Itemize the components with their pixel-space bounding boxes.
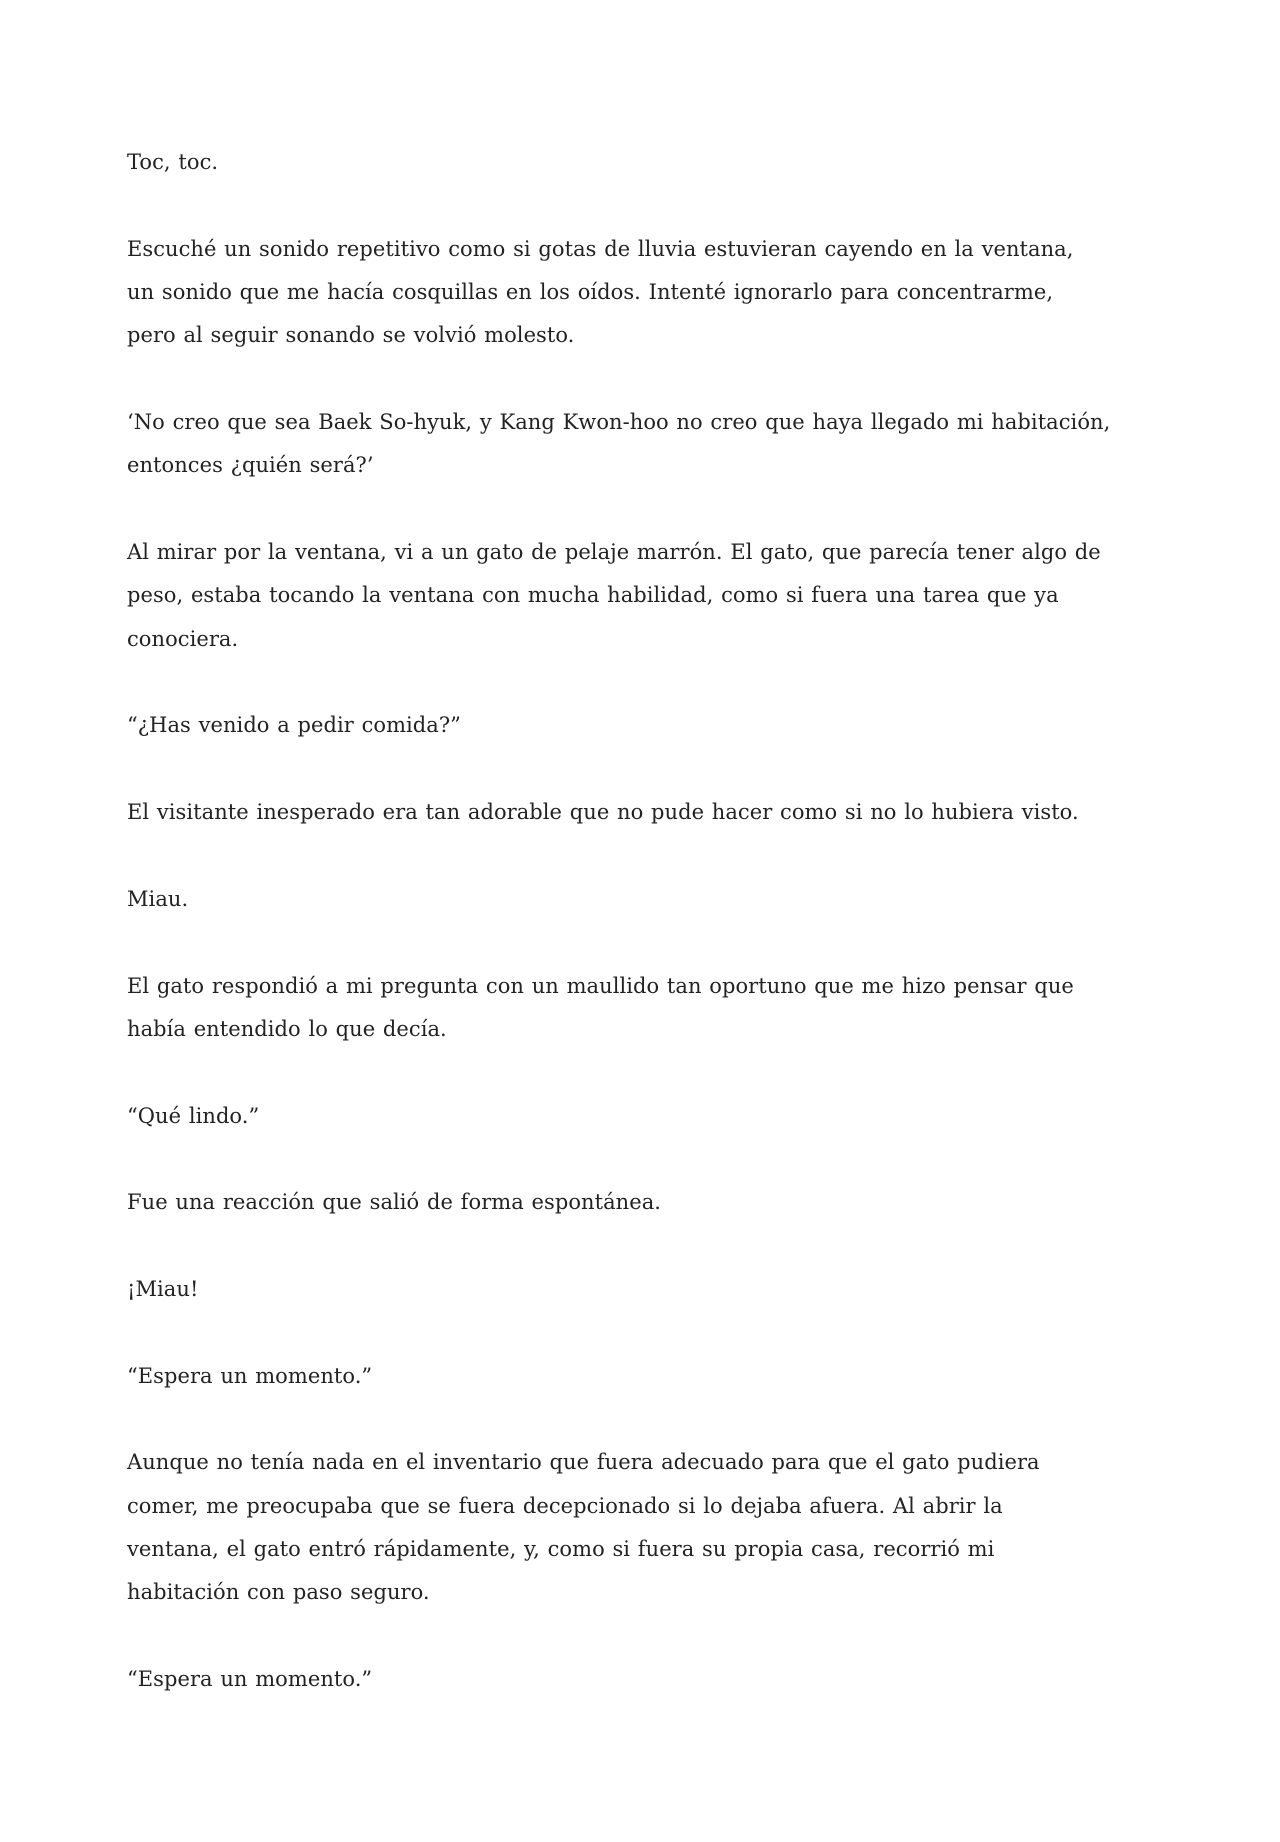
paragraph-inventory (127, 1441, 1187, 1614)
paragraph-cat-response (127, 965, 1187, 1052)
paragraph-dialogue-cute (127, 1095, 1187, 1138)
text-line: Aunque no tenía nada en el inventario que fuera adecuado para que el gato pudiera (127, 1450, 1040, 1475)
paragraph-visitor (127, 791, 1187, 834)
text-line: ventana, el gato entró rápidamente, y, como si fuera su propia casa, recorrió mi (127, 1537, 995, 1561)
text-line: comer, me preocupaba que se fuera decepcionado si lo dejaba afuera. Al abrir la (127, 1493, 1003, 1518)
text-line: un sonido que me hacía cosquillas en los oídos. Intenté ignorarlo para concentrarme, (127, 280, 1054, 305)
text-line: ¡Miau! (127, 1276, 199, 1301)
text-line: Miau. (127, 886, 189, 911)
text-line: peso, estaba tocando la ventana con mucha habilidad, como si fuera una tarea que ya (127, 583, 1059, 608)
paragraph-knock (127, 141, 1187, 184)
paragraph-dialogue-wait-1 (127, 1355, 1187, 1398)
text-line: Al mirar por la ventana, vi a un gato de pelaje marrón. El gato, que parecía tener algo de (127, 540, 1101, 565)
text-line: “¿Has venido a pedir comida?” (127, 713, 461, 738)
document-body (127, 141, 1187, 1745)
text-line: Escuché un sonido repetitivo como si gotas de lluvia estuvieran cayendo en la ventana, (127, 236, 1074, 261)
text-line: El visitante inesperado era tan adorable que no pude hacer como si no lo hubiera visto. (127, 800, 1079, 825)
text-line: entonces ¿quién será?’ (127, 453, 374, 478)
text-line: “Espera un momento.” (127, 1363, 373, 1388)
text-line: “Qué lindo.” (127, 1103, 260, 1128)
text-line: Fue una reacción que salió de forma espontánea. (127, 1190, 662, 1215)
paragraph-thought (127, 401, 1187, 488)
paragraph-meow (127, 878, 1187, 921)
paragraph-dialogue-food (127, 704, 1187, 747)
paragraph-dialogue-wait-2 (127, 1658, 1187, 1701)
paragraph-reaction (127, 1181, 1187, 1224)
text-line: habitación con paso seguro. (127, 1580, 430, 1605)
paragraph-sound (127, 228, 1187, 358)
text-line: “Espera un momento.” (127, 1667, 373, 1692)
text-line: pero al seguir sonando se volvió molesto. (127, 323, 575, 348)
text-line: El gato respondió a mi pregunta con un maullido tan oportuno que me hizo pensar que (127, 973, 1074, 998)
paragraph-window (127, 531, 1187, 661)
text-line: ‘No creo que sea Baek So-hyuk, y Kang Kwon-hoo no creo que haya llegado mi habitación, (127, 410, 1111, 435)
text-line: conociera. (127, 626, 239, 651)
paragraph-meow-exclaim (127, 1268, 1187, 1311)
text-line: había entendido lo que decía. (127, 1016, 447, 1041)
text-line: Toc, toc. (127, 150, 219, 174)
